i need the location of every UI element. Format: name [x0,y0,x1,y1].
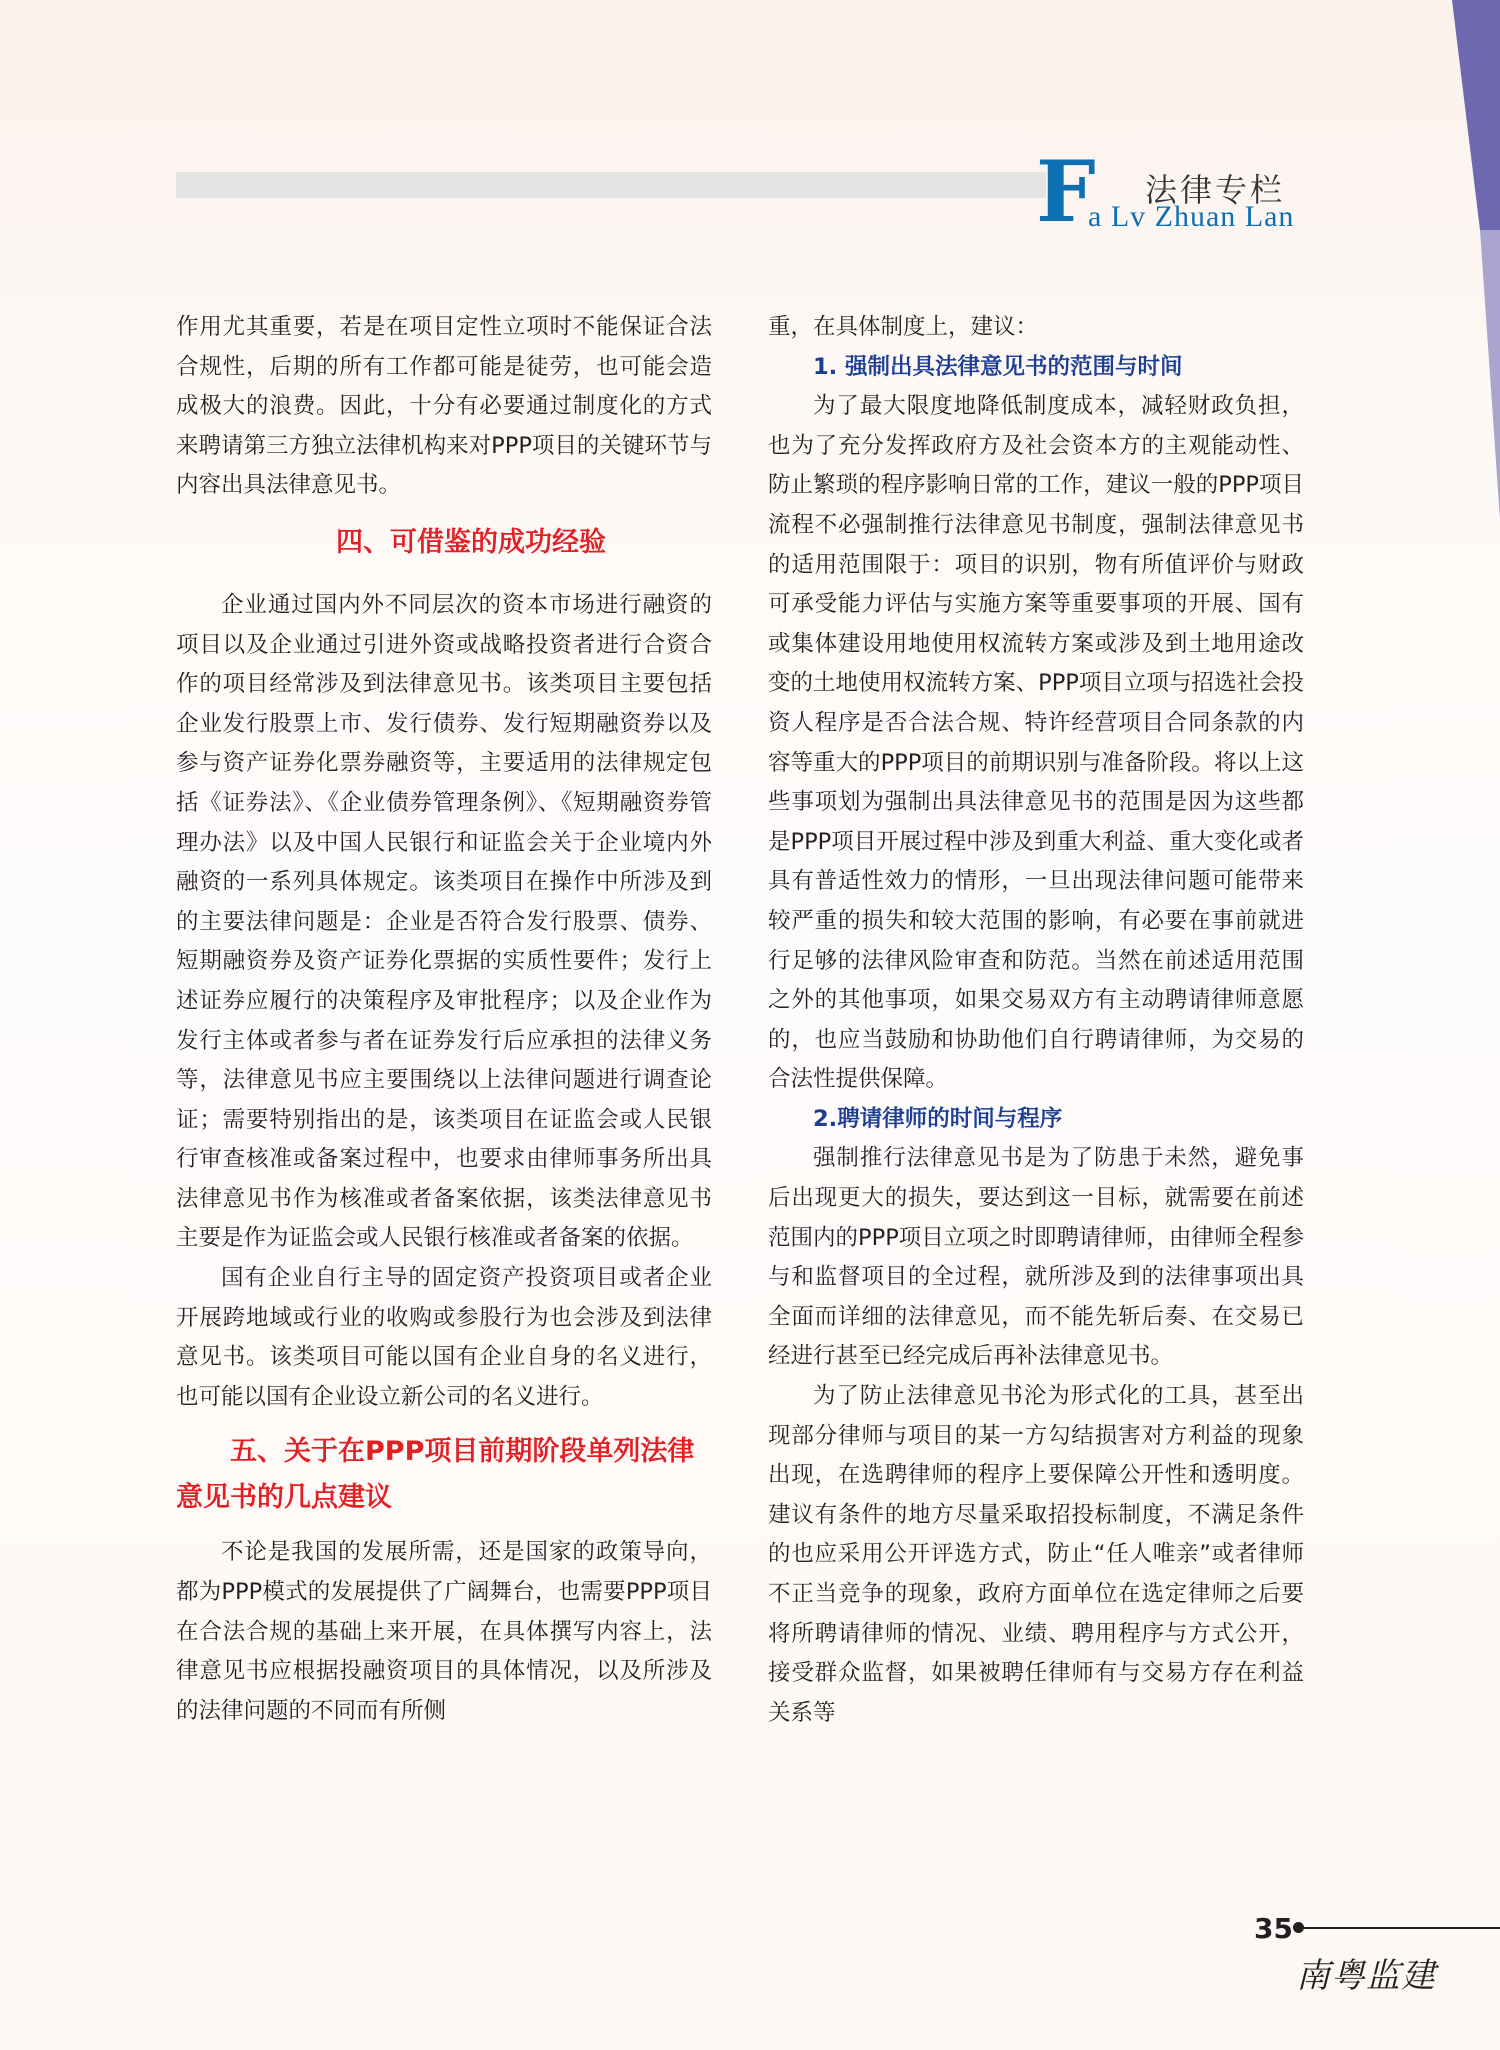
left-column [176,308,712,1731]
paragraph: 为了防止法律意见书沦为形式化的工具，甚至出现部分律师与项目的某一方勾结损害对方利益的现象出现，在选聘律师的程序上要保障公开性和透明度。建议有条件的地方尽量采取招投标制度，不满足条件的也应采用公开评选方式，防止“任人唯亲”或者律师不正当竞争的现象，政府方面单位在选定律师之后要将所聘请律师的情况、业绩、聘用程序与方式公开，接受群众监督，如果被聘任律师有与交易方存在利益关系等 [768,1383,1304,1726]
section-heading: 四、可借鉴的成功经验 [336,526,606,558]
page-number: 35 [1254,1912,1293,1945]
right-column [768,308,1304,1733]
sub-heading: 1. 强制出具法律意见书的范围与时间 [813,353,1183,380]
footer-rule [1298,1927,1500,1929]
paragraph: 为了最大限度地降低制度成本，减轻财政负担，也为了充分发挥政府方及社会资本方的主观能动性、防止繁琐的程序影响日常的工作，建议一般的PPP项目流程不必强制推行法律意见书制度，强制法律意见书的适用范围限于：项目的识别，物有所值评价与财政可承受能力评估与实施方案等重要事项的开展、国有或集体建设用地使用权流转方案或涉及到土地用途改变的土地使用权流转方案、PPP项目立项与招选社会投资人程序是否合法合规、特许经营项目合同条款的内容等重大的PPP项目的前期识别与准备阶段。将以上这些事项划为强制出具法律意见书的范围是因为这些都是PPP项目开展过程中涉及到重大利益、重大变化或者具有普适性效力的情形，一旦出现法律问题可能带来较严重的损失和较大范围的影响，有必要在事前就进行足够的法律风险审查和防范。当然在前述适用范围之外的其他事项，如果交易双方有主动聘请律师意愿的，也应当鼓励和协助他们自行聘请律师，为交易的合法性提供保障。 [768,393,1304,1093]
column-subtitle: a Lv Zhuan Lan [1088,200,1295,233]
paragraph: 重，在具体制度上，建议： [768,314,1039,340]
column-logo-letter: F [1036,142,1096,241]
sub-heading: 2.聘请律师的时间与程序 [813,1105,1063,1132]
section-heading: 五、关于在PPP项目前期阶段单列法律意见书的几点建议 [176,1436,695,1514]
paragraph: 企业通过国内外不同层次的资本市场进行融资的项目以及企业通过引进外资或战略投资者进行合资合作的项目经常涉及到法律意见书。该类项目主要包括企业发行股票上市、发行债券、发行短期融资券以及参与资产证券化票券融资等，主要适用的法律规定包括《证券法》、《企业债券管理条例》、《短期融资券管理办法》以及中国人民银行和证监会关于企业境内外融资的一系列具体规定。该类项目在操作中所涉及到的主要法律问题是：企业是否符合发行股票、债券、短期融资券及资产证券化票据的实质性要件；发行上述证券应履行的决策程序及审批程序；以及企业作为发行主体或者参与者在证券发行后应承担的法律义务等，法律意见书应主要围绕以上法律问题进行调查论证；需要特别指出的是，该类项目在证监会或人民银行审查核准或备案过程中，也要求由律师事务所出具法律意见书作为核准或者备案依据，该类法律意见书主要是作为证监会或人民银行核准或者备案的依据。 [176,591,712,1252]
header-rule [176,172,1046,198]
column-title: 法律专栏 [1145,171,1286,209]
paragraph: 国有企业自行主导的固定资产投资项目或者企业开展跨地域或行业的收购或参股行为也会涉及到法律意见书。该类项目可能以国有企业自身的名义进行，也可能以国有企业设立新公司的名义进行。 [176,1265,712,1410]
magazine-brand: 南粤监建 [1296,1956,1436,1996]
paragraph: 不论是我国的发展所需，还是国家的政策导向，都为PPP模式的发展提供了广阔舞台，也需要PPP项目在合法合规的基础上来开展，在具体撰写内容上，法律意见书应根据投融资项目的具体情况，以及所涉及的法律问题的不同而有所侧 [176,1539,712,1724]
paragraph: 作用尤其重要，若是在项目定性立项时不能保证合法合规性，后期的所有工作都可能是徒劳，也可能会造成极大的浪费。因此，十分有必要通过制度化的方式来聘请第三方独立法律机构来对PPP项目的关键环节与内容出具法律意见书。 [176,314,712,499]
decorative-corner-band [1440,0,1500,560]
paragraph: 强制推行法律意见书是为了防患于未然，避免事后出现更大的损失，要达到这一目标，就需要在前述范围内的PPP项目立项之时即聘请律师，由律师全程参与和监督项目的全过程，就所涉及到的法律事项出具全面而详细的法律意见，而不能先斩后奏、在交易已经进行甚至已经完成后再补法律意见书。 [768,1145,1304,1370]
